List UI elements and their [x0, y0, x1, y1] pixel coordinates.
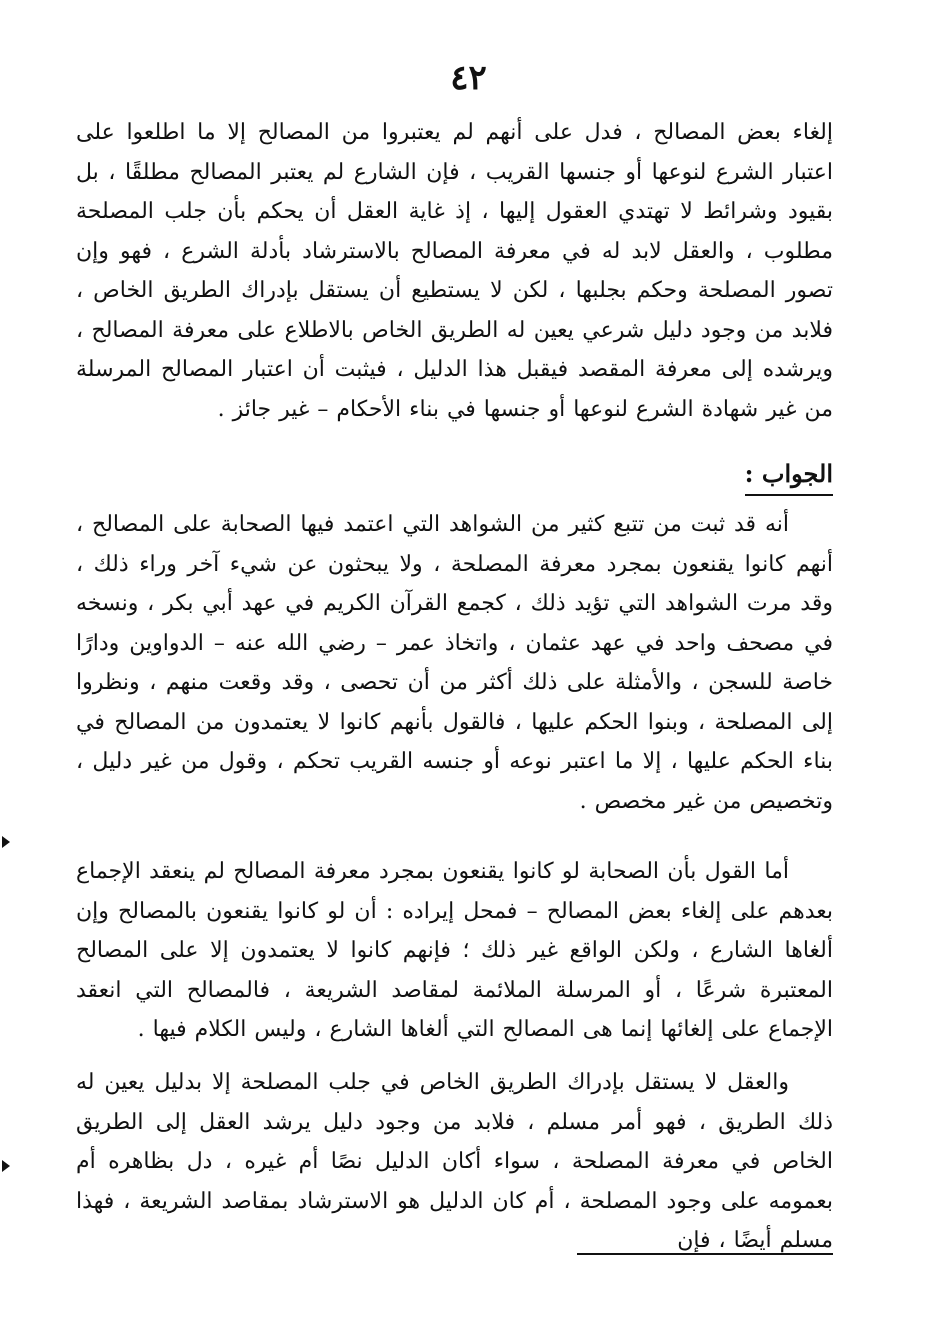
paragraph-continuation: إلغاء بعض المصالح ، فدل على أنهم لم يعتبروا من المصالح إلا ما اطلعوا على اعتبار الشرع لنوعها أو جنسها القريب ، فإن الشارع لم يعتبر المصالح مطلقًا ، بل بقيود وشرائط لا تهتدي العقول إليها ، إذ غاية العقل أن يحكم بأن جلب المصلحة مطلوب ، والعقل لابد له في معرفة المصالح بالاسترشاد بأدلة الشرع ، فهو وإن تصور المصلحة وحكم بجلبها ، لكن لا يستطيع أن يستقل بإدراك الطريق الخاص ، فلابد من وجود دليل شرعي يعين له الطريق الخاص بالاطلاع على معرفة المصالح ، ويرشده إلى معرفة المقصد فيقبل هذا الدليل ، فيثبت أن اعتبار المصالح المرسلة من غير شهادة الشرع لنوعها أو جنسها في بناء الأحكام – غير جائز .	[76, 120, 833, 422]
answer-paragraph: أنه قد ثبت من تتبع كثير من الشواهد التي اعتمد فيها الصحابة على المصالح ، أنهم كانوا يقنعون بمجرد معرفة المصلحة ، ولا يبحثون عن شيء آخر وراء ذلك ، وقد مرت الشواهد التي تؤيد ذلك ، كجمع القرآن الكريم في عهد أبي بكر ، ونسخه في مصحف واحد في عهد عثمان ، واتخاذ عمر – رضي الله عنه – الدواوين ودارًا خاصة للسجن ، والأمثلة على ذلك أكثر من أن تحصى ، وقد وقعت منهم ، ونظروا إلى المصلحة ، وبنوا الحكم عليها ، فالقول بأنهم كانوا لا يعتمدون من المصالح في بناء الحكم عليها ، إلا ما اعتبر نوعه أو جنسه القريب تحكم ، وقول من غير دليل ، وتخصيص من غير مخصص .	[76, 512, 833, 814]
reason-paragraph: والعقل لا يستقل بإدراك الطريق الخاص في جلب المصلحة إلا بدليل يعين له ذلك الطريق ، فهو أمر مسلم ، فلابد من وجود دليل يرشد العقل إلى الطريق الخاص في معرفة المصلحة ، سواء أكان الدليل نصًا أم غيره ، دل بظاهره أم بعمومه على وجود المصلحة ، أم كان الدليل هو الاسترشاد بمقاصد الشريعة ، فهذا مسلم أيضًا ، فإن	[76, 1070, 833, 1253]
margin-mark	[2, 836, 10, 848]
page-number: ٤٢	[450, 58, 487, 98]
section-heading: الجواب :	[745, 456, 833, 496]
footnote-divider	[577, 1253, 833, 1255]
margin-mark	[2, 1160, 10, 1172]
ijma-paragraph: أما القول بأن الصحابة لو كانوا يقنعون بمجرد معرفة المصالح لم ينعقد الإجماع بعدهم على إلغاء بعض المصالح – فمحل إيراده : أن لو كانوا يقنعون بالمصالح وإن ألغاها الشارع ، ولكن الواقع غير ذلك ؛ فإنهم كانوا لا يعتمدون إلا على المصالح المعتبرة شرعًا ، أو المرسلة الملائمة لمقاصد الشريعة ، فالمصالح التي انعقد الإجماع على إلغائها إنما هى المصالح التي ألغاها الشارع ، وليس الكلام فيها .	[76, 859, 833, 1042]
